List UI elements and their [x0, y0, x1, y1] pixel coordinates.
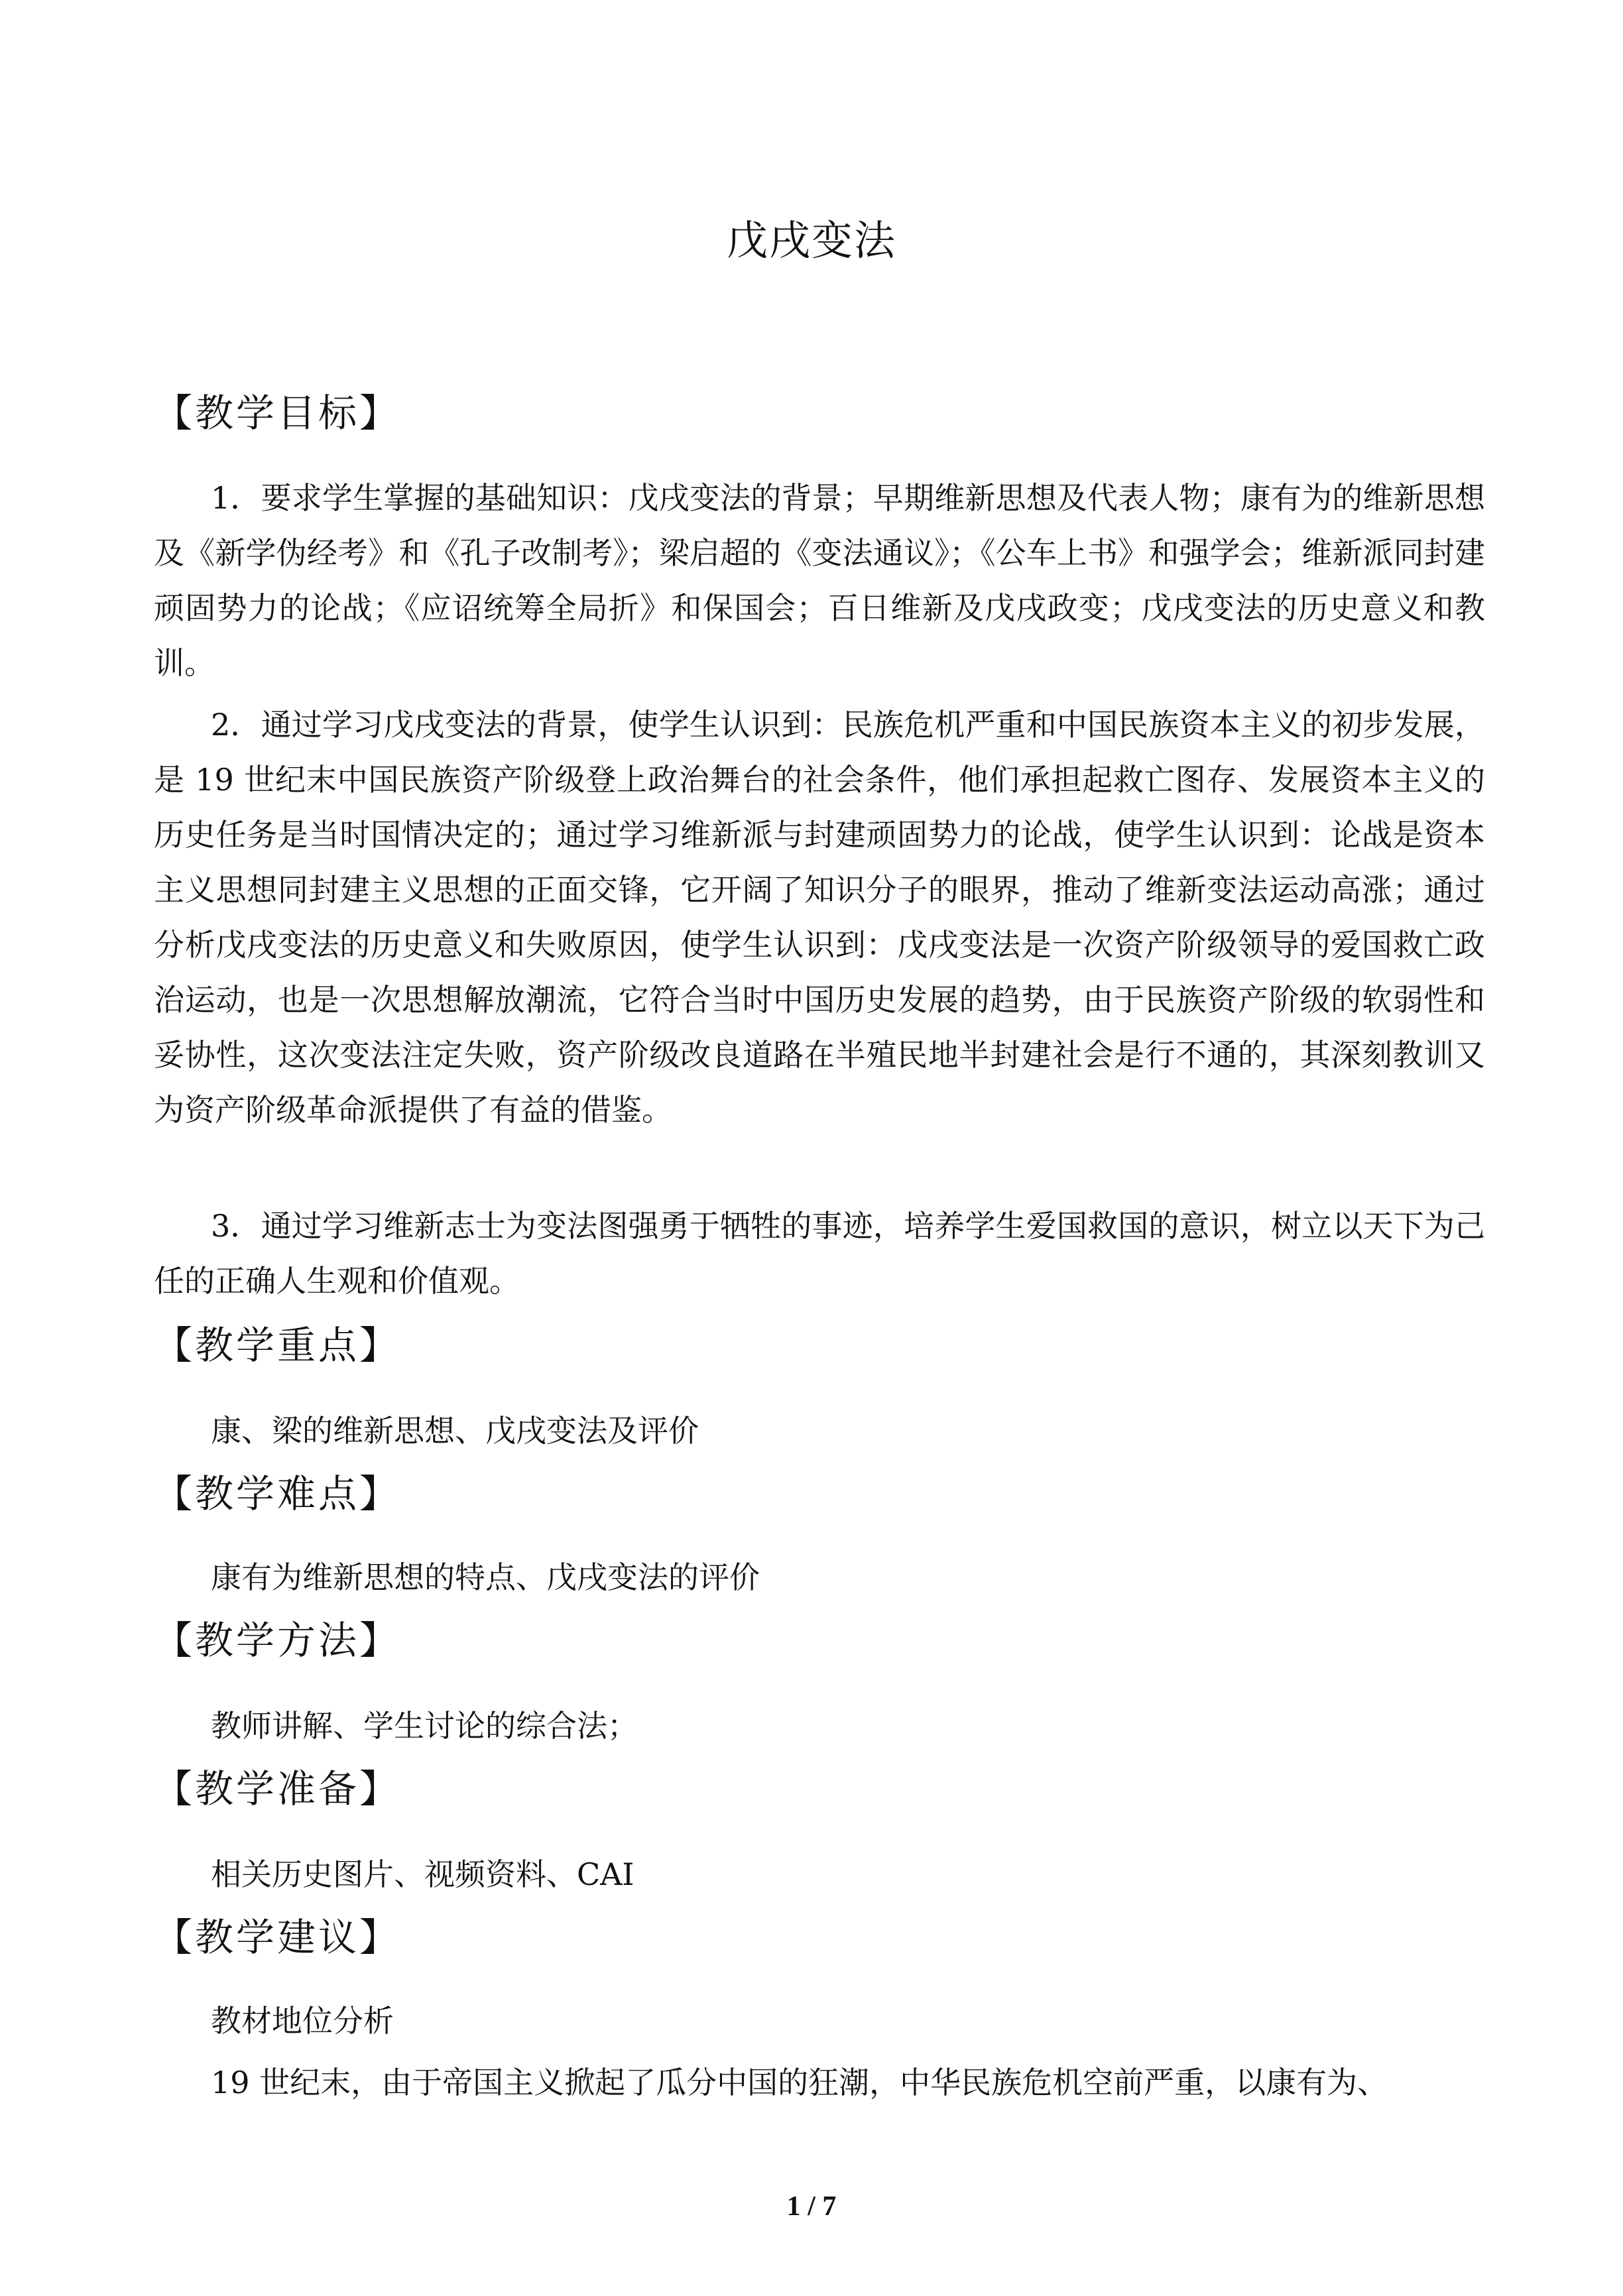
heading-key-points: 【教学重点】 [154, 1323, 401, 1368]
heading-preparation: 【教学准备】 [154, 1766, 401, 1811]
suggestions-text: 19 世纪末，由于帝国主义掀起了瓜分中国的狂潮，中华民族危机空前严重，以康有为、 [211, 2065, 1388, 2100]
objective-item-2: 2．通过学习戊戌变法的背景，使学生认识到：民族危机严重和中国民族资本主义的初步发展，是 19 世纪末中国民族资产阶级登上政治舞台的社会条件，他们承担起救亡图存、发展资本主义的历史任务是当时国情决定的；通过学习维新派与封建顽固势力的论战，使学生认识到：论战是资本主义思想同封建主义思想的正面交锋，它开阔了知识分子的眼界，推动了维新变法运动高涨；通过分析戊戌变法的历史意义和失败原因，使学生认识到：戊戌变法是一次资产阶级领导的爱国救亡政治运动，也是一次思想解放潮流，它符合当时中国历史发展的趋势，由于民族资产阶级的软弱性和妥协性，这次变法注定失败，资产阶级改良道路在半殖民地半封建社会是行不通的，其深刻教训又为资产阶级革命派提供了有益的借鉴。 [154, 707, 1485, 1128]
objective-item-3: 3．通过学习维新志士为变法图强勇于牺牲的事迹，培养学生爱国救国的意识，树立以天下为己任的正确人生观和价值观。 [154, 1208, 1485, 1299]
heading-objectives: 【教学目标】 [154, 391, 401, 436]
document-title: 戊戌变法 [726, 216, 896, 265]
heading-methods: 【教学方法】 [154, 1618, 401, 1663]
preparation-text: 相关历史图片、视频资料、CAI [211, 1856, 634, 1892]
methods-text: 教师讲解、学生讨论的综合法； [211, 1708, 638, 1744]
page-number: 1 / 7 [786, 2191, 837, 2222]
suggestions-subheading: 教材地位分析 [211, 2003, 394, 2039]
objective-item-1: 1．要求学生掌握的基础知识：戊戌变法的背景；早期维新思想及代表人物；康有为的维新思想及《新学伪经考》和《孔子改制考》；梁启超的《变法通议》；《公车上书》和强学会；维新派同封建顽固势力的论战；《应诏统筹全局折》和保国会；百日维新及戊戌政变；戊戌变法的历史意义和教训。 [154, 480, 1485, 681]
key-points-text: 康、梁的维新思想、戊戌变法及评价 [211, 1413, 699, 1449]
heading-difficulties: 【教学难点】 [154, 1471, 401, 1516]
heading-suggestions: 【教学建议】 [154, 1915, 401, 1960]
difficulties-text: 康有为维新思想的特点、戊戌变法的评价 [211, 1559, 760, 1595]
